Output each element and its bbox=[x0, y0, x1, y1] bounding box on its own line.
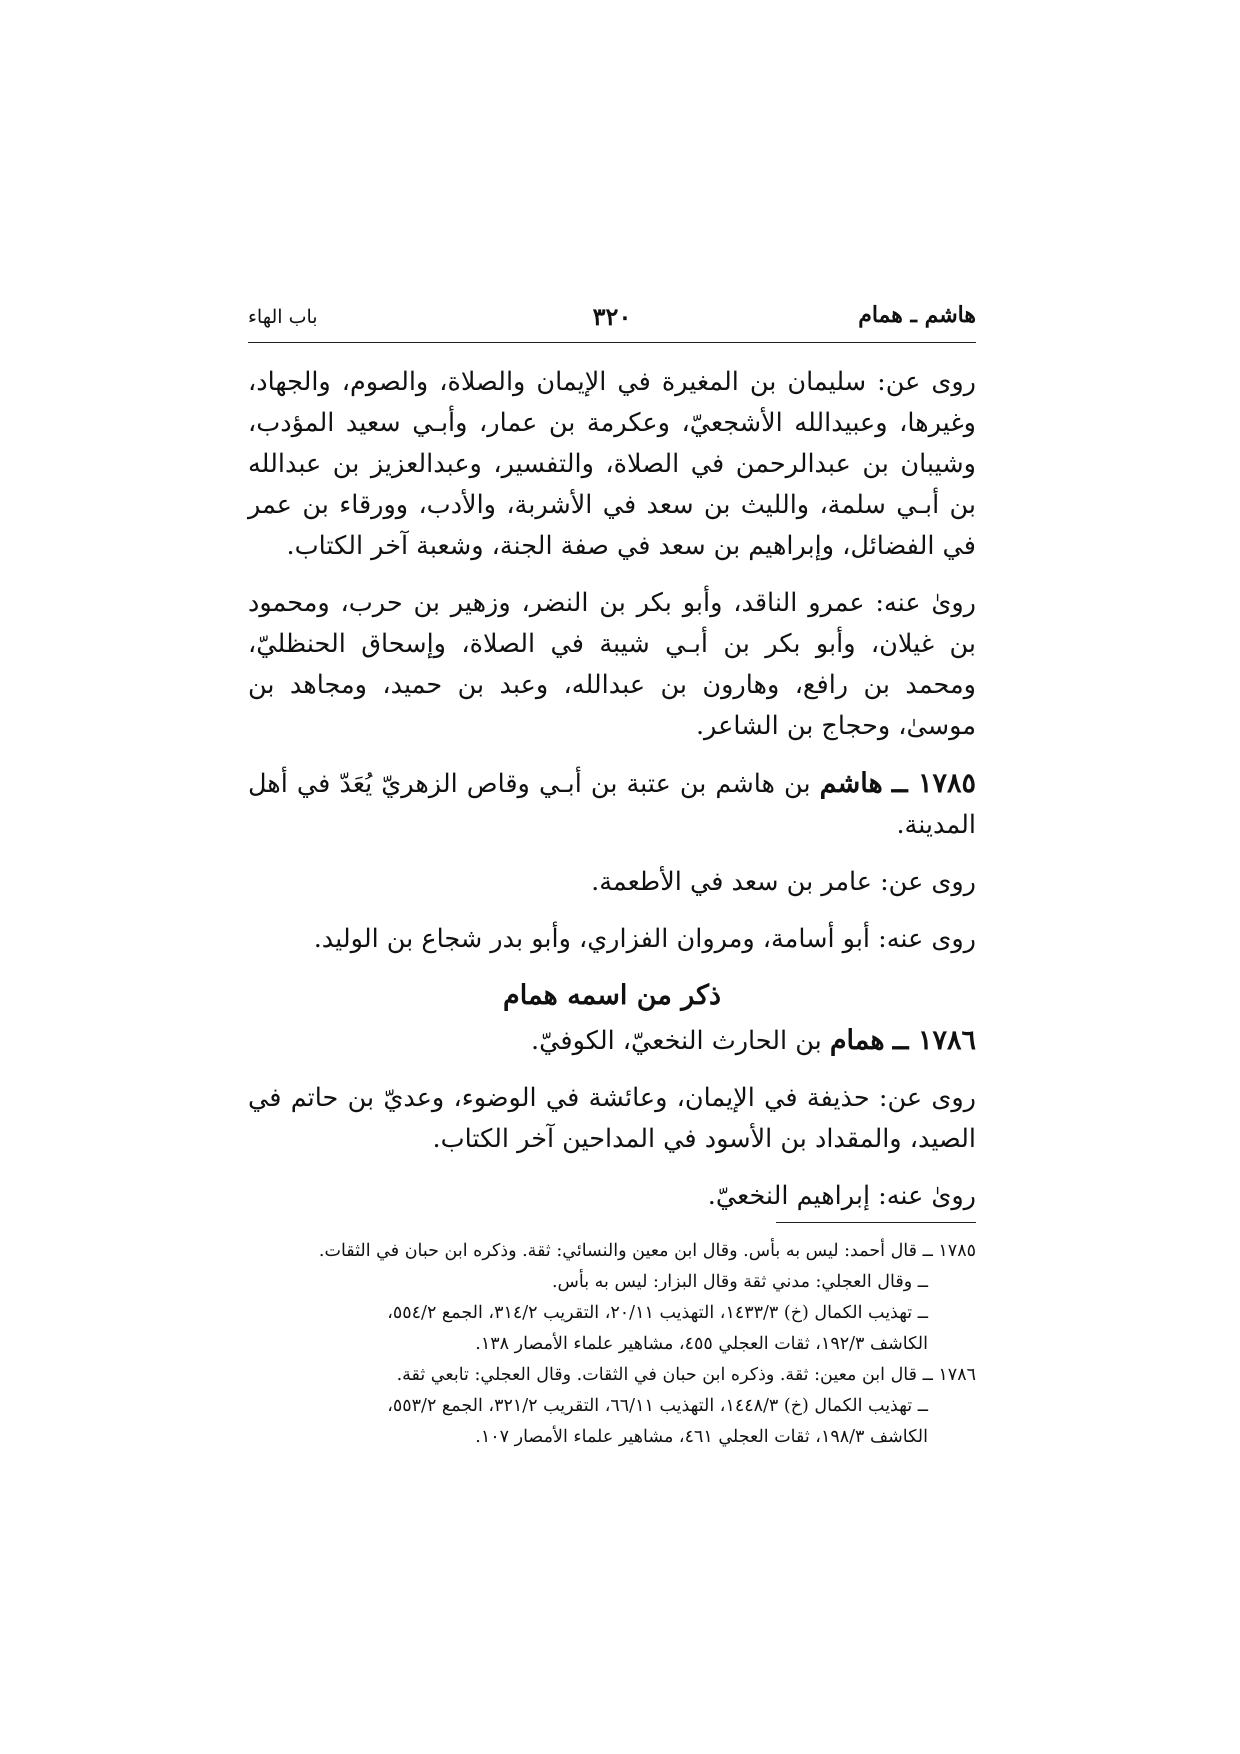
entry-number: ١٧٨٦ ــ bbox=[892, 1025, 976, 1056]
narrated-from-paragraph: روى عن: سليمان بن المغيرة في الإيمان والصلاة، والصوم، والجهاد، وغيرها، وعبيدالله الأشجعيّ، وعكرمة بن عمار، وأبـي سعيد المؤدب، وشيبان بن عبدالرحمن في الصلاة، والتفسير، وعبدالعزيز بن عبدالله بن أبـي سلمة، والليث بن سعد في الأشربة، والأدب، وورقاء بن عمر في الفضائل، وإبراهيم بن سعد في صفة الجنة، وشعبة آخر الكتاب. bbox=[248, 367, 976, 561]
section-heading: ذكر من اسمه همام bbox=[503, 980, 721, 1011]
main-text bbox=[248, 362, 976, 1233]
footnote-separator bbox=[776, 1222, 976, 1223]
entry-text: بن هاشم بن عتبة بن أبـي وقاص الزهريّ يُعَدّ في أهل المدينة. bbox=[248, 769, 976, 840]
narrated-by-paragraph: روىٰ عنه: عمرو الناقد، وأبو بكر بن النضر، وزهير بن حرب، ومحمود بن غيلان، وأبو بكر بن أبـي شيبة في الصلاة، وإسحاق الحنظليّ، ومحمد بن رافع، وهارون بن عبدالله، وعبد بن حميد، ومجاهد بن موسىٰ، وحجاج بن الشاعر. bbox=[248, 588, 976, 741]
narrated-by-paragraph: روى عنه: أبو أسامة، ومروان الفزاري، وأبو بدر شجاع بن الوليد. bbox=[313, 924, 976, 954]
footnote-line: ــ تهذيب الكمال (خ) ١٤٤٨/٣، التهذيب ٦٦/١١، التقريب ٣٢١/٢، الجمع ٥٥٣/٢، bbox=[387, 1396, 928, 1416]
page-number: ٣٢٠ bbox=[592, 302, 632, 331]
entry-name: هاشم bbox=[819, 768, 883, 799]
entry-text: بن الحارث النخعيّ، الكوفيّ. bbox=[531, 1026, 830, 1056]
entry-1785 bbox=[248, 763, 976, 846]
entry-name: همام bbox=[829, 1025, 885, 1056]
footnote-line: الكاشف ١٩٢/٣، ثقات العجلي ٤٥٥، مشاهير علماء الأمصار ١٣٨. bbox=[475, 1334, 928, 1354]
header-chapter-title: باب الهاء bbox=[248, 306, 318, 328]
narrated-from-paragraph: روى عن: حذيفة في الإيمان، وعائشة في الوضوء، وعديّ بن حاتم في الصيد، والمقداد بن الأسود في المداحين آخر الكتاب. bbox=[248, 1083, 976, 1154]
narrated-by-paragraph: روىٰ عنه: إبراهيم النخعيّ. bbox=[707, 1181, 976, 1211]
footnotes bbox=[248, 1236, 976, 1453]
header-names-range: هاشم ـ همام bbox=[858, 302, 976, 328]
running-header bbox=[248, 302, 976, 343]
footnote-line: ــ تهذيب الكمال (خ) ١٤٣٣/٣، التهذيب ٢٠/١١، التقريب ٣١٤/٢، الجمع ٥٥٤/٢، bbox=[387, 1303, 928, 1323]
narrated-from-paragraph: روى عن: عامر بن سعد في الأطعمة. bbox=[591, 867, 976, 897]
footnote-line: الكاشف ١٩٨/٣، ثقات العجلي ٤٦١، مشاهير علماء الأمصار ١٠٧. bbox=[475, 1427, 928, 1447]
footnote-line: ١٧٨٦ ــ قال ابن معين: ثقة. وذكره ابن حبان في الثقات. وقال العجلي: تابعي ثقة. bbox=[396, 1365, 976, 1385]
entry-1786 bbox=[248, 1020, 976, 1062]
footnote-line: ــ وقال العجلي: مدني ثقة وقال البزار: ليس به بأس. bbox=[551, 1272, 928, 1292]
footnote-line: ١٧٨٥ ــ قال أحمد: ليس به بأس. وقال ابن معين والنسائي: ثقة. وذكره ابن حبان في الثقات. bbox=[318, 1241, 976, 1261]
entry-number: ١٧٨٥ ــ bbox=[891, 768, 977, 799]
